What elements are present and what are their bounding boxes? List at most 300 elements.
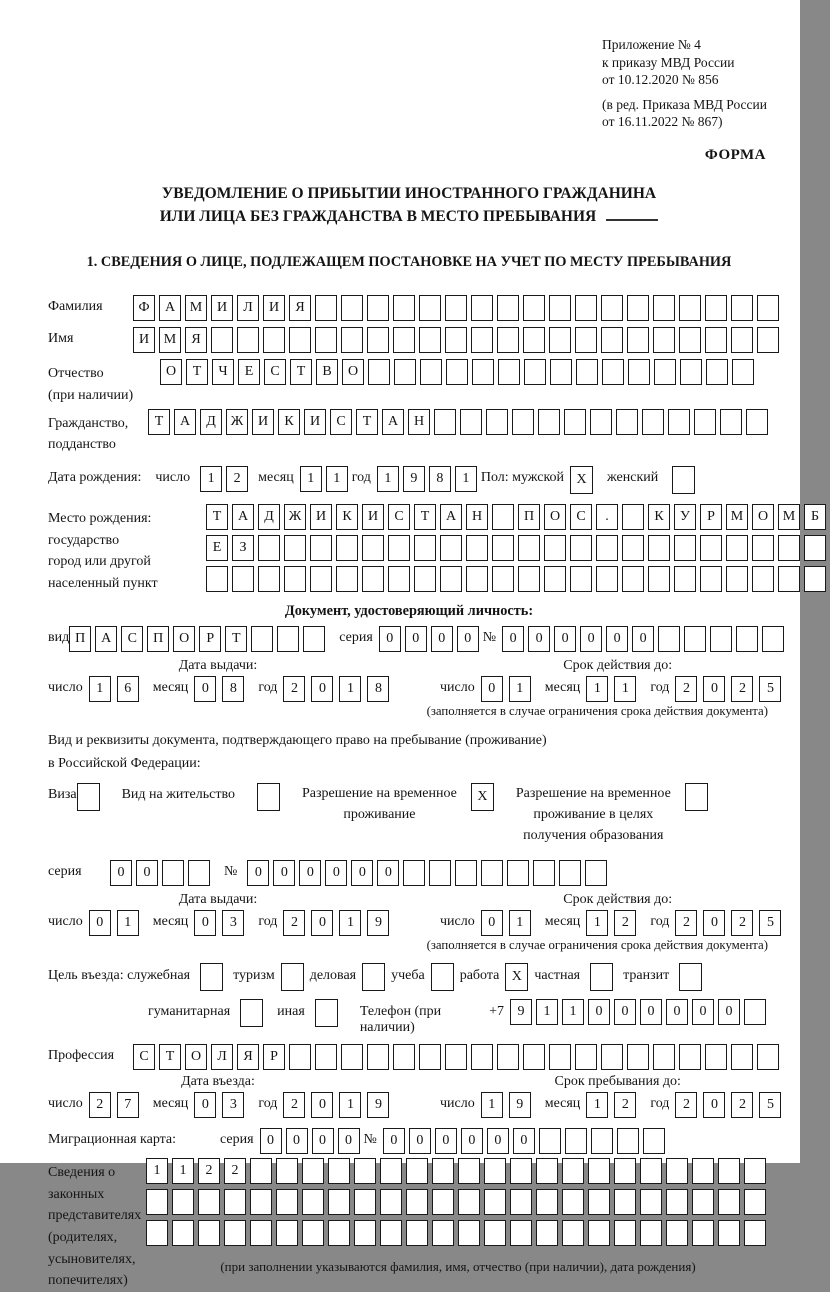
form-cell[interactable] <box>565 1128 587 1154</box>
form-cell[interactable] <box>757 327 779 353</box>
form-cell[interactable]: 0 <box>351 860 373 886</box>
form-cell[interactable]: 2 <box>224 1158 246 1184</box>
form-cell[interactable] <box>684 626 706 652</box>
form-cell[interactable]: 0 <box>481 910 503 936</box>
form-cell[interactable]: 2 <box>614 910 636 936</box>
form-cell[interactable] <box>518 535 540 561</box>
form-cell[interactable]: . <box>596 504 618 530</box>
form-cell[interactable] <box>354 1189 376 1215</box>
form-cell[interactable] <box>250 1189 272 1215</box>
form-cell[interactable] <box>354 1158 376 1184</box>
form-cell[interactable]: Е <box>206 535 228 561</box>
form-cell[interactable] <box>367 327 389 353</box>
form-cell[interactable]: А <box>440 504 462 530</box>
form-cell[interactable]: И <box>304 409 326 435</box>
form-cell[interactable]: 1 <box>536 999 558 1025</box>
form-cell[interactable] <box>653 327 675 353</box>
form-cell[interactable]: Я <box>289 295 311 321</box>
form-cell[interactable]: 0 <box>703 1092 725 1118</box>
form-cell[interactable] <box>440 535 462 561</box>
form-cell[interactable] <box>523 1044 545 1070</box>
form-cell[interactable]: 8 <box>429 466 451 492</box>
form-cell[interactable] <box>497 1044 519 1070</box>
form-cell[interactable]: А <box>174 409 196 435</box>
form-cell[interactable] <box>674 535 696 561</box>
form-cell[interactable] <box>388 566 410 592</box>
form-cell[interactable]: 0 <box>383 1128 405 1154</box>
form-cell[interactable]: Т <box>159 1044 181 1070</box>
form-cell[interactable] <box>570 566 592 592</box>
form-cell[interactable]: 0 <box>260 1128 282 1154</box>
form-cell[interactable]: 0 <box>311 676 333 702</box>
form-cell[interactable]: А <box>95 626 117 652</box>
form-cell[interactable] <box>310 535 332 561</box>
form-cell[interactable]: П <box>69 626 91 652</box>
form-cell[interactable]: X <box>570 466 593 494</box>
form-cell[interactable] <box>315 1044 337 1070</box>
form-cell[interactable] <box>538 409 560 435</box>
form-cell[interactable] <box>484 1189 506 1215</box>
form-cell[interactable]: 1 <box>117 910 139 936</box>
form-cell[interactable] <box>431 963 454 991</box>
form-cell[interactable] <box>162 860 184 886</box>
form-cell[interactable]: А <box>232 504 254 530</box>
form-cell[interactable] <box>601 295 623 321</box>
form-cell[interactable]: 2 <box>675 910 697 936</box>
form-cell[interactable] <box>642 409 664 435</box>
form-cell[interactable]: К <box>336 504 358 530</box>
form-cell[interactable]: И <box>263 295 285 321</box>
form-cell[interactable] <box>172 1220 194 1246</box>
form-cell[interactable]: 1 <box>339 910 361 936</box>
form-cell[interactable] <box>718 1220 740 1246</box>
form-cell[interactable] <box>276 1189 298 1215</box>
form-cell[interactable]: X <box>471 783 494 811</box>
form-cell[interactable] <box>654 359 676 385</box>
form-cell[interactable] <box>653 295 675 321</box>
form-cell[interactable]: 0 <box>640 999 662 1025</box>
form-cell[interactable]: 2 <box>89 1092 111 1118</box>
form-cell[interactable] <box>471 1044 493 1070</box>
form-cell[interactable]: 0 <box>513 1128 535 1154</box>
form-cell[interactable]: М <box>778 504 800 530</box>
form-cell[interactable]: 0 <box>379 626 401 652</box>
form-cell[interactable] <box>497 295 519 321</box>
form-cell[interactable] <box>237 327 259 353</box>
form-cell[interactable]: М <box>726 504 748 530</box>
form-cell[interactable] <box>746 409 768 435</box>
form-cell[interactable] <box>710 626 732 652</box>
form-cell[interactable]: 2 <box>283 910 305 936</box>
form-cell[interactable] <box>596 566 618 592</box>
form-cell[interactable] <box>757 295 779 321</box>
form-cell[interactable] <box>628 359 650 385</box>
form-cell[interactable] <box>302 1220 324 1246</box>
form-cell[interactable] <box>188 860 210 886</box>
form-cell[interactable] <box>549 327 571 353</box>
form-cell[interactable]: 6 <box>117 676 139 702</box>
form-cell[interactable] <box>679 295 701 321</box>
form-cell[interactable]: 1 <box>455 466 477 492</box>
form-cell[interactable]: 2 <box>283 1092 305 1118</box>
form-cell[interactable]: 0 <box>194 676 216 702</box>
form-cell[interactable] <box>211 327 233 353</box>
form-cell[interactable] <box>666 1158 688 1184</box>
form-cell[interactable]: Б <box>804 504 826 530</box>
form-cell[interactable]: Р <box>199 626 221 652</box>
form-cell[interactable]: П <box>147 626 169 652</box>
form-cell[interactable]: Т <box>225 626 247 652</box>
form-cell[interactable] <box>744 999 766 1025</box>
form-cell[interactable]: 0 <box>110 860 132 886</box>
form-cell[interactable] <box>590 409 612 435</box>
form-cell[interactable] <box>726 566 748 592</box>
form-cell[interactable] <box>617 1128 639 1154</box>
form-cell[interactable] <box>640 1189 662 1215</box>
form-cell[interactable] <box>458 1220 480 1246</box>
form-cell[interactable]: У <box>674 504 696 530</box>
form-cell[interactable]: 3 <box>222 910 244 936</box>
form-cell[interactable]: О <box>752 504 774 530</box>
form-cell[interactable]: 5 <box>759 676 781 702</box>
form-cell[interactable] <box>257 783 280 811</box>
form-cell[interactable]: И <box>133 327 155 353</box>
form-cell[interactable]: 1 <box>200 466 222 492</box>
form-cell[interactable]: О <box>173 626 195 652</box>
form-cell[interactable] <box>315 295 337 321</box>
form-cell[interactable] <box>588 1189 610 1215</box>
form-cell[interactable] <box>685 783 708 811</box>
form-cell[interactable]: 0 <box>614 999 636 1025</box>
form-cell[interactable] <box>804 566 826 592</box>
form-cell[interactable] <box>406 1220 428 1246</box>
form-cell[interactable] <box>674 566 696 592</box>
form-cell[interactable]: А <box>382 409 404 435</box>
form-cell[interactable] <box>602 359 624 385</box>
form-cell[interactable]: О <box>342 359 364 385</box>
form-cell[interactable]: Я <box>185 327 207 353</box>
form-cell[interactable] <box>640 1220 662 1246</box>
form-cell[interactable]: И <box>252 409 274 435</box>
form-cell[interactable] <box>414 566 436 592</box>
form-cell[interactable] <box>354 1220 376 1246</box>
form-cell[interactable] <box>680 359 702 385</box>
form-cell[interactable] <box>388 535 410 561</box>
form-cell[interactable] <box>336 566 358 592</box>
form-cell[interactable]: 8 <box>367 676 389 702</box>
form-cell[interactable] <box>458 1189 480 1215</box>
form-cell[interactable] <box>778 535 800 561</box>
form-cell[interactable] <box>276 1220 298 1246</box>
form-cell[interactable]: 1 <box>339 1092 361 1118</box>
form-cell[interactable]: 1 <box>509 676 531 702</box>
form-cell[interactable] <box>562 1220 584 1246</box>
form-cell[interactable]: 1 <box>509 910 531 936</box>
form-cell[interactable] <box>471 327 493 353</box>
form-cell[interactable] <box>198 1220 220 1246</box>
form-cell[interactable] <box>549 295 571 321</box>
form-cell[interactable] <box>403 860 425 886</box>
form-cell[interactable] <box>731 1044 753 1070</box>
form-cell[interactable] <box>648 566 670 592</box>
form-cell[interactable]: 0 <box>247 860 269 886</box>
form-cell[interactable]: К <box>648 504 670 530</box>
form-cell[interactable]: 0 <box>409 1128 431 1154</box>
form-cell[interactable] <box>432 1158 454 1184</box>
form-cell[interactable] <box>718 1158 740 1184</box>
form-cell[interactable]: И <box>310 504 332 530</box>
form-cell[interactable] <box>200 963 223 991</box>
form-cell[interactable] <box>367 295 389 321</box>
form-cell[interactable] <box>393 295 415 321</box>
form-cell[interactable] <box>731 295 753 321</box>
form-cell[interactable]: 3 <box>222 1092 244 1118</box>
form-cell[interactable] <box>277 626 299 652</box>
form-cell[interactable] <box>328 1158 350 1184</box>
form-cell[interactable] <box>206 566 228 592</box>
form-cell[interactable]: 0 <box>405 626 427 652</box>
form-cell[interactable] <box>512 409 534 435</box>
form-cell[interactable] <box>627 327 649 353</box>
form-cell[interactable] <box>627 1044 649 1070</box>
form-cell[interactable] <box>284 566 306 592</box>
form-cell[interactable] <box>643 1128 665 1154</box>
form-cell[interactable] <box>523 327 545 353</box>
form-cell[interactable] <box>77 783 100 811</box>
form-cell[interactable] <box>472 359 494 385</box>
form-cell[interactable] <box>518 566 540 592</box>
form-cell[interactable] <box>590 963 613 991</box>
form-cell[interactable] <box>562 1189 584 1215</box>
form-cell[interactable] <box>232 566 254 592</box>
form-cell[interactable] <box>536 1158 558 1184</box>
form-cell[interactable]: Т <box>414 504 436 530</box>
form-cell[interactable]: 9 <box>510 999 532 1025</box>
form-cell[interactable] <box>536 1220 558 1246</box>
form-cell[interactable] <box>328 1189 350 1215</box>
form-cell[interactable] <box>393 327 415 353</box>
form-cell[interactable] <box>484 1220 506 1246</box>
form-cell[interactable] <box>588 1158 610 1184</box>
form-cell[interactable] <box>692 1189 714 1215</box>
form-cell[interactable]: 2 <box>675 676 697 702</box>
form-cell[interactable]: 0 <box>312 1128 334 1154</box>
form-cell[interactable]: 1 <box>586 1092 608 1118</box>
form-cell[interactable] <box>460 409 482 435</box>
form-cell[interactable] <box>752 566 774 592</box>
form-cell[interactable]: О <box>160 359 182 385</box>
form-cell[interactable] <box>263 327 285 353</box>
form-cell[interactable]: С <box>264 359 286 385</box>
form-cell[interactable]: 5 <box>759 1092 781 1118</box>
form-cell[interactable] <box>224 1220 246 1246</box>
form-cell[interactable] <box>524 359 546 385</box>
form-cell[interactable]: 1 <box>586 676 608 702</box>
form-cell[interactable] <box>679 1044 701 1070</box>
form-cell[interactable]: Т <box>356 409 378 435</box>
form-cell[interactable] <box>627 295 649 321</box>
form-cell[interactable]: 0 <box>588 999 610 1025</box>
form-cell[interactable] <box>533 860 555 886</box>
form-cell[interactable] <box>718 1189 740 1215</box>
form-cell[interactable] <box>575 327 597 353</box>
form-cell[interactable] <box>692 1158 714 1184</box>
form-cell[interactable]: Л <box>211 1044 233 1070</box>
form-cell[interactable] <box>414 535 436 561</box>
form-cell[interactable]: Ч <box>212 359 234 385</box>
form-cell[interactable] <box>420 359 442 385</box>
form-cell[interactable]: 0 <box>580 626 602 652</box>
form-cell[interactable] <box>622 566 644 592</box>
form-cell[interactable]: 8 <box>222 676 244 702</box>
form-cell[interactable]: 1 <box>172 1158 194 1184</box>
form-cell[interactable] <box>492 566 514 592</box>
form-cell[interactable]: З <box>232 535 254 561</box>
form-cell[interactable]: 2 <box>614 1092 636 1118</box>
form-cell[interactable]: X <box>505 963 528 991</box>
form-cell[interactable]: 0 <box>325 860 347 886</box>
form-cell[interactable] <box>694 409 716 435</box>
form-cell[interactable] <box>172 1189 194 1215</box>
form-cell[interactable] <box>762 626 784 652</box>
form-cell[interactable]: Н <box>466 504 488 530</box>
form-cell[interactable] <box>419 327 441 353</box>
form-cell[interactable]: 0 <box>718 999 740 1025</box>
form-cell[interactable]: С <box>133 1044 155 1070</box>
form-cell[interactable]: С <box>330 409 352 435</box>
form-cell[interactable] <box>536 1189 558 1215</box>
form-cell[interactable]: 0 <box>554 626 576 652</box>
form-cell[interactable]: И <box>211 295 233 321</box>
form-cell[interactable]: 2 <box>731 910 753 936</box>
form-cell[interactable] <box>393 1044 415 1070</box>
form-cell[interactable] <box>614 1158 636 1184</box>
form-cell[interactable]: 1 <box>339 676 361 702</box>
form-cell[interactable] <box>328 1220 350 1246</box>
form-cell[interactable] <box>705 295 727 321</box>
form-cell[interactable]: 0 <box>632 626 654 652</box>
form-cell[interactable]: И <box>362 504 384 530</box>
form-cell[interactable]: 1 <box>326 466 348 492</box>
form-cell[interactable] <box>486 409 508 435</box>
form-cell[interactable] <box>466 535 488 561</box>
form-cell[interactable] <box>658 626 680 652</box>
form-cell[interactable] <box>498 359 520 385</box>
form-cell[interactable]: 0 <box>692 999 714 1025</box>
form-cell[interactable] <box>614 1189 636 1215</box>
form-cell[interactable]: 1 <box>562 999 584 1025</box>
form-cell[interactable] <box>614 1220 636 1246</box>
form-cell[interactable] <box>648 535 670 561</box>
form-cell[interactable]: К <box>278 409 300 435</box>
form-cell[interactable] <box>458 1158 480 1184</box>
form-cell[interactable] <box>419 1044 441 1070</box>
form-cell[interactable]: 0 <box>338 1128 360 1154</box>
form-cell[interactable] <box>544 535 566 561</box>
form-cell[interactable] <box>622 504 644 530</box>
form-cell[interactable] <box>406 1158 428 1184</box>
form-cell[interactable]: 0 <box>461 1128 483 1154</box>
form-cell[interactable] <box>570 535 592 561</box>
form-cell[interactable] <box>362 535 384 561</box>
form-cell[interactable]: 9 <box>509 1092 531 1118</box>
form-cell[interactable]: 0 <box>273 860 295 886</box>
form-cell[interactable] <box>550 359 572 385</box>
form-cell[interactable] <box>380 1220 402 1246</box>
form-cell[interactable]: 0 <box>431 626 453 652</box>
form-cell[interactable] <box>588 1220 610 1246</box>
form-cell[interactable]: 0 <box>606 626 628 652</box>
form-cell[interactable] <box>539 1128 561 1154</box>
form-cell[interactable] <box>692 1220 714 1246</box>
form-cell[interactable] <box>523 295 545 321</box>
form-cell[interactable] <box>601 1044 623 1070</box>
form-cell[interactable] <box>585 860 607 886</box>
form-cell[interactable] <box>432 1220 454 1246</box>
form-cell[interactable]: Р <box>700 504 722 530</box>
form-cell[interactable] <box>281 963 304 991</box>
form-cell[interactable] <box>544 566 566 592</box>
form-cell[interactable]: 7 <box>117 1092 139 1118</box>
form-cell[interactable]: 1 <box>481 1092 503 1118</box>
form-cell[interactable] <box>778 566 800 592</box>
form-cell[interactable]: П <box>518 504 540 530</box>
form-cell[interactable]: 0 <box>457 626 479 652</box>
form-cell[interactable] <box>284 535 306 561</box>
form-cell[interactable] <box>440 566 462 592</box>
form-cell[interactable] <box>736 626 758 652</box>
form-cell[interactable]: 1 <box>614 676 636 702</box>
form-cell[interactable] <box>744 1189 766 1215</box>
form-cell[interactable] <box>679 327 701 353</box>
form-cell[interactable] <box>757 1044 779 1070</box>
form-cell[interactable]: 0 <box>286 1128 308 1154</box>
form-cell[interactable]: В <box>316 359 338 385</box>
form-cell[interactable]: 9 <box>403 466 425 492</box>
form-cell[interactable]: Я <box>237 1044 259 1070</box>
form-cell[interactable] <box>575 295 597 321</box>
form-cell[interactable] <box>706 359 728 385</box>
form-cell[interactable] <box>507 860 529 886</box>
form-cell[interactable]: Р <box>263 1044 285 1070</box>
form-cell[interactable] <box>679 963 702 991</box>
form-cell[interactable] <box>640 1158 662 1184</box>
form-cell[interactable] <box>240 999 263 1027</box>
form-cell[interactable]: 1 <box>89 676 111 702</box>
form-cell[interactable] <box>336 535 358 561</box>
form-cell[interactable] <box>251 626 273 652</box>
form-cell[interactable]: Ж <box>226 409 248 435</box>
form-cell[interactable] <box>380 1158 402 1184</box>
form-cell[interactable]: 0 <box>528 626 550 652</box>
form-cell[interactable] <box>455 860 477 886</box>
form-cell[interactable]: 0 <box>487 1128 509 1154</box>
form-cell[interactable]: Ф <box>133 295 155 321</box>
form-cell[interactable]: 0 <box>136 860 158 886</box>
form-cell[interactable] <box>302 1158 324 1184</box>
form-cell[interactable] <box>432 1189 454 1215</box>
form-cell[interactable] <box>341 295 363 321</box>
form-cell[interactable]: Т <box>148 409 170 435</box>
form-cell[interactable]: 2 <box>731 1092 753 1118</box>
form-cell[interactable]: 0 <box>703 676 725 702</box>
form-cell[interactable]: 9 <box>367 910 389 936</box>
form-cell[interactable]: 2 <box>198 1158 220 1184</box>
form-cell[interactable]: 1 <box>586 910 608 936</box>
form-cell[interactable] <box>731 327 753 353</box>
form-cell[interactable] <box>616 409 638 435</box>
form-cell[interactable] <box>492 535 514 561</box>
